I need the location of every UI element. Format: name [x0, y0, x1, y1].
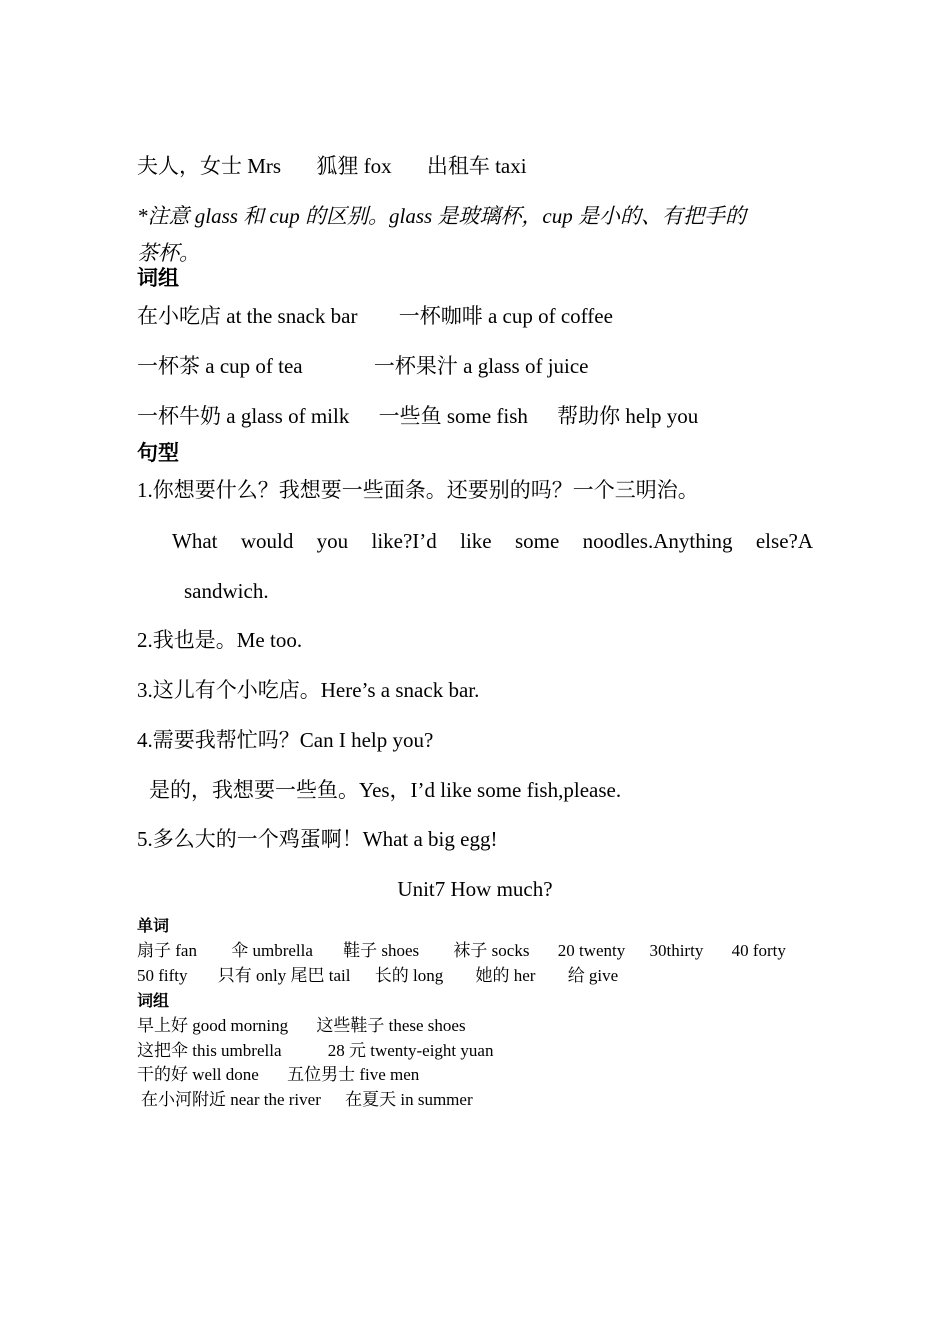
word-line — [137, 940, 786, 962]
phrase2-line — [137, 1064, 419, 1086]
phrases2-heading: 词组 — [137, 991, 170, 1010]
sentence-line: 5.多么大的一个鸡蛋啊！What a big egg! — [137, 827, 498, 851]
phrase-line — [137, 353, 589, 379]
phrase2-item: 五位男士 five men — [287, 1065, 420, 1084]
phrase2-item: 28 元 twenty-eight yuan — [327, 1041, 494, 1060]
word-item: 伞 umbrella — [231, 941, 313, 960]
sentence-line: 1.你想要什么？我想要一些面条。还要别的吗？一个三明治。 — [137, 478, 699, 502]
word-item: 她的 her — [475, 966, 536, 985]
phrase2-item: 在夏天 in summer — [345, 1090, 473, 1109]
word-item: 袜子 socks — [453, 941, 530, 960]
sentence-line: 3.这儿有个小吃店。Here’s a snack bar. — [137, 678, 480, 702]
sentence-line: 4.需要我帮忙吗？Can I help you? — [137, 728, 434, 752]
phrase2-item: 这把伞 this umbrella — [137, 1041, 282, 1060]
phrases-heading: 词组 — [137, 266, 179, 290]
word-item: 20 twenty — [557, 941, 626, 960]
word-item: 给 give — [567, 966, 619, 985]
vocab-item: 出租车 taxi — [426, 154, 527, 178]
note-line: *注意 glass 和 cup 的区别。glass 是玻璃杯，cup 是小的、有把手的 — [137, 204, 746, 228]
sentence-line: 2.我也是。Me too. — [137, 628, 303, 652]
word-line — [137, 965, 618, 987]
phrase-item: 在小吃店 at the snack bar — [137, 304, 358, 328]
note-line: 茶杯。 — [137, 241, 200, 265]
word-item: 鞋子 shoes — [343, 941, 420, 960]
word-item: 30thirty — [649, 941, 704, 960]
phrase2-line — [137, 1015, 466, 1037]
phrase2-item: 在小河附近 near the river — [141, 1090, 321, 1109]
phrase-item: 帮助你 help you — [557, 404, 699, 428]
phrase-item: 一杯果汁 a glass of juice — [373, 354, 589, 378]
sentence-line: sandwich. — [184, 579, 269, 603]
phrase2-item: 这些鞋子 these shoes — [316, 1016, 466, 1035]
phrase2-line — [137, 1040, 493, 1062]
word-item: 扇子 fan — [137, 941, 197, 960]
phrase-item: 一杯牛奶 a glass of milk — [137, 404, 350, 428]
phrase2-item: 早上好 good morning — [137, 1016, 289, 1035]
vocab-item: 狐狸 fox — [316, 154, 392, 178]
phrase-item: 一些鱼 some fish — [378, 404, 528, 428]
phrase-item: 一杯咖啡 a cup of coffee — [398, 304, 613, 328]
phrase2-line — [141, 1089, 473, 1111]
sentence-line: What would you like?I’d like some noodles.Anything else?A — [172, 529, 813, 553]
phrase2-item: 干的好 well done — [137, 1065, 259, 1084]
sentences-heading: 句型 — [137, 441, 179, 465]
phrase-line — [137, 403, 698, 429]
phrase-item: 一杯茶 a cup of tea — [137, 354, 303, 378]
words-heading: 单词 — [137, 916, 170, 935]
word-item: 40 forty — [731, 941, 786, 960]
vocab-line — [137, 153, 527, 179]
phrase-line — [137, 303, 613, 329]
vocab-item: 夫人，女士 Mrs — [137, 154, 282, 178]
sentence-line: 是的，我想要一些鱼。Yes，I’d like some fish,please. — [149, 778, 622, 802]
word-item: 只有 only 尾巴 tail — [217, 966, 351, 985]
word-item: 长的 long — [374, 966, 444, 985]
word-item: 50 fifty — [137, 966, 188, 985]
unit-title: Unit7 How much? — [397, 877, 553, 901]
